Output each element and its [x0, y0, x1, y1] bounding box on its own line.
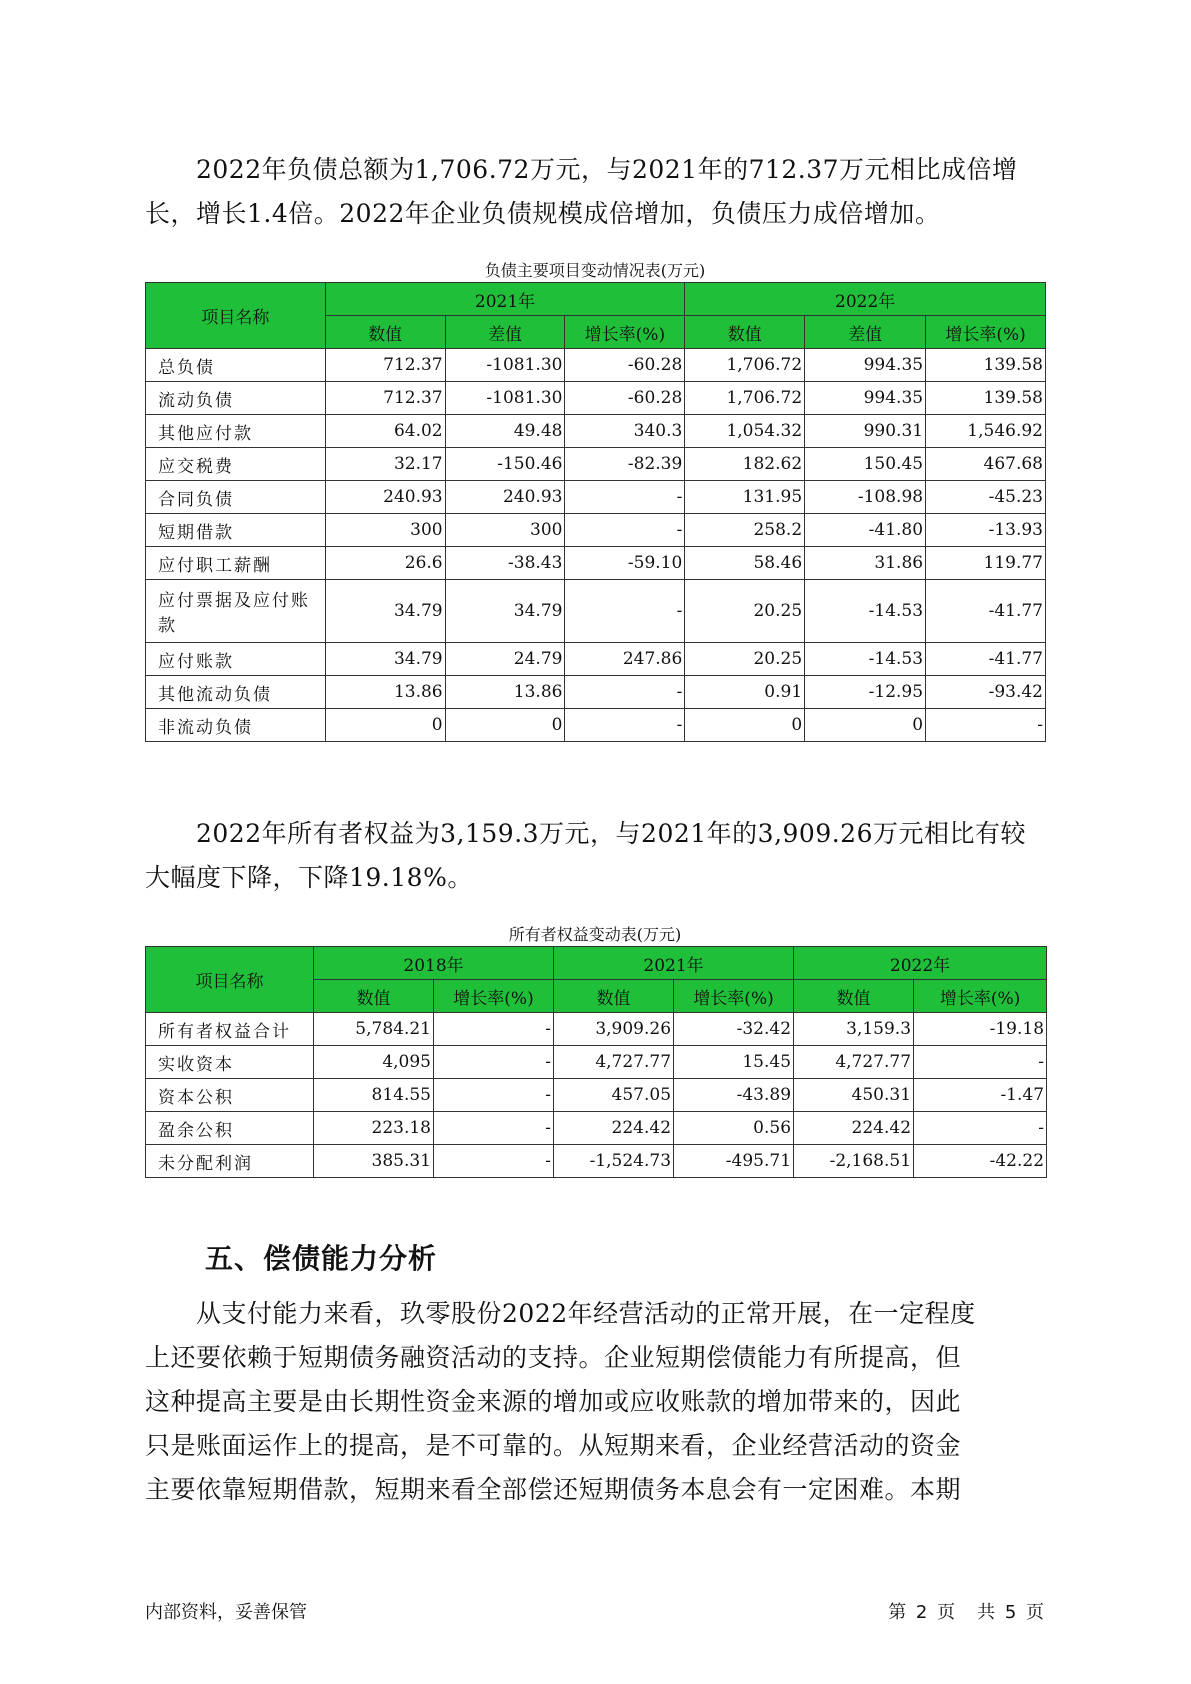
- section-heading: 五、偿债能力分析: [205, 1242, 438, 1275]
- row-label: 所有者权益合计: [146, 1013, 314, 1046]
- table-cell: -45.23: [926, 481, 1046, 514]
- table-cell: 119.77: [926, 547, 1046, 580]
- row-label: 应付票据及应付账款: [146, 580, 326, 643]
- table-cell: -: [434, 1079, 554, 1112]
- subheader-value: 数值: [685, 316, 805, 349]
- table-cell: 150.45: [805, 448, 926, 481]
- table-cell: 1,706.72: [685, 382, 805, 415]
- table-cell: 712.37: [325, 382, 445, 415]
- table-cell: 240.93: [325, 481, 445, 514]
- table-cell: -41.77: [926, 643, 1046, 676]
- table-cell: -82.39: [565, 448, 685, 481]
- row-label: 非流动负债: [146, 709, 326, 742]
- table-row: [146, 1112, 1047, 1145]
- text-line: 主要依靠短期借款，短期来看全部偿还短期债务本息会有一定困难。本期: [145, 1475, 962, 1504]
- table-cell: -150.46: [445, 448, 565, 481]
- table-cell: -: [565, 709, 685, 742]
- equity-table: [145, 946, 1047, 1178]
- table-cell: -108.98: [805, 481, 926, 514]
- subheader-value: 数值: [554, 980, 674, 1013]
- table-row: [146, 514, 1046, 547]
- table-cell: 0.56: [674, 1112, 794, 1145]
- table-row: [146, 382, 1046, 415]
- table-cell: 5,784.21: [314, 1013, 434, 1046]
- table-cell: 13.86: [445, 676, 565, 709]
- subheader-growth: 增长率(%): [434, 980, 554, 1013]
- table-cell: -: [565, 514, 685, 547]
- row-label: 资本公积: [146, 1079, 314, 1112]
- subheader-value: 数值: [314, 980, 434, 1013]
- table-cell: -93.42: [926, 676, 1046, 709]
- table-cell: 457.05: [554, 1079, 674, 1112]
- paragraph-liabilities-summary: [145, 148, 1045, 236]
- text-line: 上还要依赖于短期债务融资活动的支持。企业短期偿债能力有所提高，但: [145, 1343, 962, 1372]
- paragraph-equity-summary: [145, 812, 1045, 900]
- table-cell: -41.77: [926, 580, 1046, 643]
- table-row: [146, 1079, 1047, 1112]
- row-label: 其他应付款: [146, 415, 326, 448]
- header-item-name: 项目名称: [146, 947, 314, 1013]
- table-cell: 31.86: [805, 547, 926, 580]
- table-row: [146, 643, 1046, 676]
- table-cell: 814.55: [314, 1079, 434, 1112]
- table-cell: 300: [325, 514, 445, 547]
- subheader-diff: 差值: [805, 316, 926, 349]
- table-cell: 224.42: [554, 1112, 674, 1145]
- table-cell: 990.31: [805, 415, 926, 448]
- table-cell: 223.18: [314, 1112, 434, 1145]
- table-row: [146, 580, 1046, 643]
- table-cell: -1081.30: [445, 349, 565, 382]
- table-cell: -2,168.51: [794, 1145, 914, 1178]
- table-cell: 58.46: [685, 547, 805, 580]
- table-cell: -38.43: [445, 547, 565, 580]
- table-cell: 467.68: [926, 448, 1046, 481]
- header-year-2021: 2021年: [325, 283, 685, 316]
- table-cell: -: [914, 1046, 1047, 1079]
- table-cell: 20.25: [685, 580, 805, 643]
- row-label: 应付账款: [146, 643, 326, 676]
- table-cell: -1,524.73: [554, 1145, 674, 1178]
- table-cell: 182.62: [685, 448, 805, 481]
- row-label: 流动负债: [146, 382, 326, 415]
- table-cell: 1,546.92: [926, 415, 1046, 448]
- table-cell: 24.79: [445, 643, 565, 676]
- text-line: 这种提高主要是由长期性资金来源的增加或应收账款的增加带来的，因此: [145, 1387, 962, 1416]
- header-year-2021: 2021年: [554, 947, 794, 980]
- table-cell: 994.35: [805, 349, 926, 382]
- table-row: [146, 547, 1046, 580]
- table-cell: 4,095: [314, 1046, 434, 1079]
- table-cell: 1,706.72: [685, 349, 805, 382]
- table-row: [146, 415, 1046, 448]
- table-cell: 64.02: [325, 415, 445, 448]
- row-label: 应付职工薪酬: [146, 547, 326, 580]
- footer-confidential-note: 内部资料，妥善保管: [145, 1602, 307, 1623]
- table-cell: 712.37: [325, 349, 445, 382]
- table-cell: -14.53: [805, 643, 926, 676]
- table-cell: 1,054.32: [685, 415, 805, 448]
- table-cell: -: [565, 481, 685, 514]
- table-cell: 340.3: [565, 415, 685, 448]
- table-cell: 15.45: [674, 1046, 794, 1079]
- table-cell: 300: [445, 514, 565, 547]
- table-cell: -1081.30: [445, 382, 565, 415]
- table-cell: -41.80: [805, 514, 926, 547]
- table-cell: -: [434, 1013, 554, 1046]
- subheader-diff: 差值: [445, 316, 565, 349]
- text-line: 从支付能力来看，玖零股份2022年经营活动的正常开展，在一定程度: [145, 1299, 976, 1328]
- subheader-value: 数值: [325, 316, 445, 349]
- row-label: 短期借款: [146, 514, 326, 547]
- header-year-2018: 2018年: [314, 947, 554, 980]
- table-cell: -14.53: [805, 580, 926, 643]
- text-line: 2022年负债总额为1,706.72万元，与2021年的712.37万元相比成倍增: [145, 155, 1018, 184]
- text-line: 大幅度下降，下降19.18%。: [145, 863, 473, 892]
- table-cell: -495.71: [674, 1145, 794, 1178]
- table-cell: 240.93: [445, 481, 565, 514]
- table-cell: 139.58: [926, 349, 1046, 382]
- table-cell: 0: [325, 709, 445, 742]
- table-cell: 258.2: [685, 514, 805, 547]
- table-cell: 131.95: [685, 481, 805, 514]
- table-cell: 49.48: [445, 415, 565, 448]
- table-cell: -: [434, 1145, 554, 1178]
- table-cell: 34.79: [445, 580, 565, 643]
- paragraph-solvency-analysis: [145, 1292, 1045, 1512]
- table-cell: 0: [685, 709, 805, 742]
- subheader-growth: 增长率(%): [914, 980, 1047, 1013]
- row-label: 应交税费: [146, 448, 326, 481]
- table-row: [146, 1145, 1047, 1178]
- table-cell: -59.10: [565, 547, 685, 580]
- subheader-value: 数值: [794, 980, 914, 1013]
- row-label: 总负债: [146, 349, 326, 382]
- table-cell: 34.79: [325, 643, 445, 676]
- table-cell: -1.47: [914, 1079, 1047, 1112]
- header-year-2022: 2022年: [794, 947, 1047, 980]
- text-line: 2022年所有者权益为3,159.3万元，与2021年的3,909.26万元相比有较: [145, 819, 1026, 848]
- table-cell: -32.42: [674, 1013, 794, 1046]
- table-cell: 4,727.77: [794, 1046, 914, 1079]
- table-cell: -12.95: [805, 676, 926, 709]
- footer-page-number: 第 2 页 共 5 页: [888, 1602, 1046, 1623]
- table-cell: 34.79: [325, 580, 445, 643]
- text-line: 长，增长1.4倍。2022年企业负债规模成倍增加，负债压力成倍增加。: [145, 199, 941, 228]
- subheader-growth: 增长率(%): [926, 316, 1046, 349]
- table-cell: -: [434, 1046, 554, 1079]
- table-cell: 450.31: [794, 1079, 914, 1112]
- row-label: 盈余公积: [146, 1112, 314, 1145]
- table-cell: -43.89: [674, 1079, 794, 1112]
- table-cell: -: [565, 676, 685, 709]
- table-row: [146, 448, 1046, 481]
- table-cell: 247.86: [565, 643, 685, 676]
- table-caption-equity: 所有者权益变动表(万元): [508, 925, 682, 944]
- table-row: [146, 349, 1046, 382]
- subheader-growth: 增长率(%): [674, 980, 794, 1013]
- subheader-growth: 增长率(%): [565, 316, 685, 349]
- table-cell: -60.28: [565, 382, 685, 415]
- table-cell: 4,727.77: [554, 1046, 674, 1079]
- table-row: [146, 676, 1046, 709]
- table-cell: -42.22: [914, 1145, 1047, 1178]
- text-line: 只是账面运作上的提高，是不可靠的。从短期来看，企业经营活动的资金: [145, 1431, 962, 1460]
- table-cell: 13.86: [325, 676, 445, 709]
- table-cell: -19.18: [914, 1013, 1047, 1046]
- table-cell: -: [914, 1112, 1047, 1145]
- table-cell: 32.17: [325, 448, 445, 481]
- table-cell: 224.42: [794, 1112, 914, 1145]
- table-cell: -13.93: [926, 514, 1046, 547]
- table-cell: -: [434, 1112, 554, 1145]
- table-row: [146, 1046, 1047, 1079]
- row-label: 其他流动负债: [146, 676, 326, 709]
- table-cell: 20.25: [685, 643, 805, 676]
- table-cell: 0.91: [685, 676, 805, 709]
- header-year-2022: 2022年: [685, 283, 1046, 316]
- row-label: 实收资本: [146, 1046, 314, 1079]
- table-row: [146, 481, 1046, 514]
- table-cell: 385.31: [314, 1145, 434, 1178]
- table-cell: 994.35: [805, 382, 926, 415]
- table-caption-liabilities: 负债主要项目变动情况表(万元): [484, 261, 706, 280]
- row-label: 未分配利润: [146, 1145, 314, 1178]
- table-row: [146, 1013, 1047, 1046]
- table-cell: 0: [445, 709, 565, 742]
- header-item-name: 项目名称: [146, 283, 326, 349]
- table-cell: -: [565, 580, 685, 643]
- table-cell: 0: [805, 709, 926, 742]
- liabilities-table: [145, 282, 1046, 742]
- table-cell: 3,159.3: [794, 1013, 914, 1046]
- table-cell: -: [926, 709, 1046, 742]
- table-cell: 3,909.26: [554, 1013, 674, 1046]
- row-label: 合同负债: [146, 481, 326, 514]
- table-cell: 139.58: [926, 382, 1046, 415]
- table-row: [146, 709, 1046, 742]
- table-cell: 26.6: [325, 547, 445, 580]
- table-cell: -60.28: [565, 349, 685, 382]
